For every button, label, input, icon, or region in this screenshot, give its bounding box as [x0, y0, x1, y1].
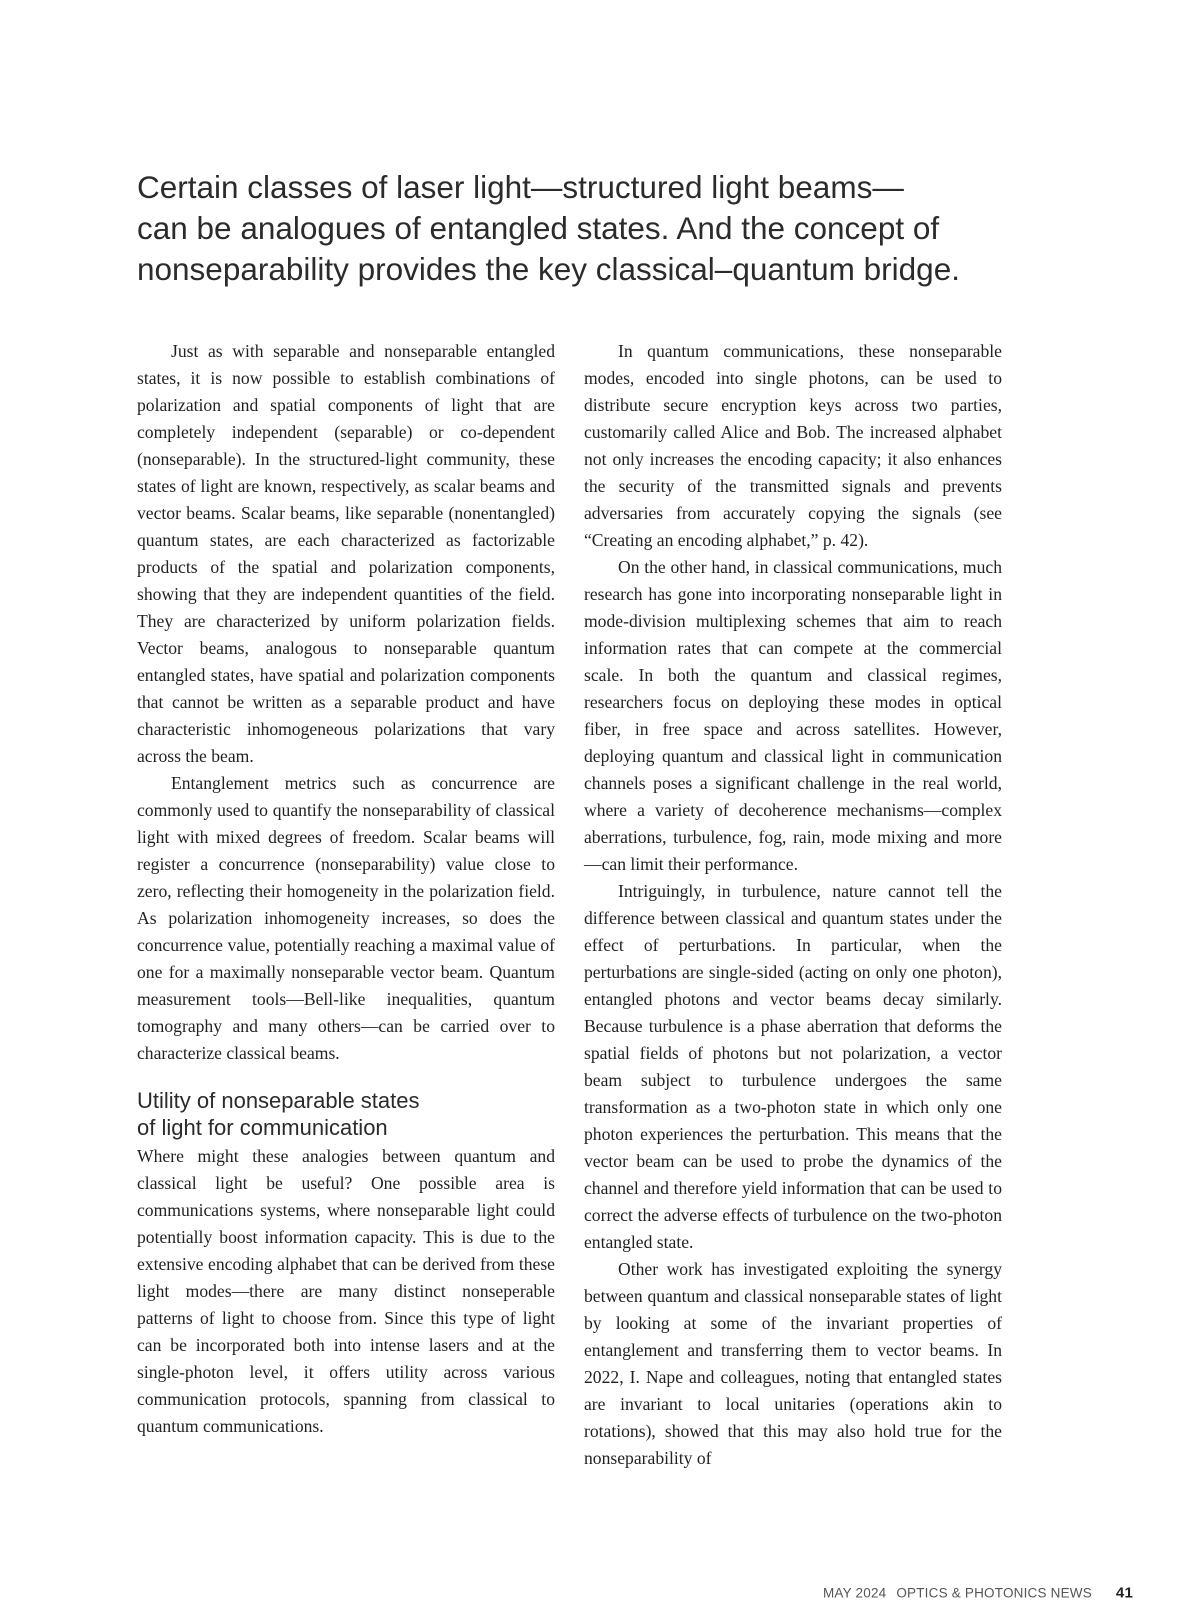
pull-quote — [137, 167, 1037, 290]
body-paragraph: Where might these analogies between quantum and classical light be useful? One possible area is communications systems, where nonseparable light could potentially boost information capacity. This is due to the extensive encoding alphabet that can be derived from these light modes—there are many distinct nonseperable patterns of light to choose from. Since this type of light can be incorporated both into intense lasers and at the single-photon level, it offers utility across various communication protocols, spanning from classical to quantum communications. — [137, 1146, 555, 1436]
left-column — [137, 338, 555, 1440]
section-heading — [137, 1087, 555, 1141]
pull-quote-line: Certain classes of laser light—structured light beams— — [137, 169, 904, 205]
body-paragraph: Other work has investigated exploiting the synergy between quantum and classical nonseparable states of light by looking at some of the invariant properties of entanglement and transferring them to vector beams. In 2022, I. Nape and colleagues, noting that entangled states are invariant to local unitaries (operations akin to rotations), showed that this may also hold true for the nonseparability of — [584, 1259, 1002, 1468]
pull-quote-line: nonseparability provides the key classical–quantum bridge. — [137, 251, 960, 287]
footer-publication-name: OPTICS & PHOTONICS NEWS — [896, 1585, 1092, 1601]
right-column — [584, 338, 1002, 1472]
pull-quote-line: can be analogues of entangled states. And the concept of — [137, 210, 940, 246]
section-heading-line: of light for communication — [137, 1115, 388, 1140]
body-paragraph: On the other hand, in classical communications, much research has gone into incorporating nonseparable light in mode-division multiplexing schemes that aim to reach information rates that can compete at the commercial scale. In both the quantum and classical regimes, researchers focus on deploying these modes in optical fiber, in free space and across satellites. However, deploying quantum and classical light in communication channels poses a significant challenge in the real world, where a variety of decoherence mechanisms—complex aberrations, turbulence, fog, rain, mode mixing and more—can limit their performance. — [584, 557, 1002, 874]
page-footer — [823, 1585, 1133, 1602]
body-paragraph: Intriguingly, in turbulence, nature cannot tell the difference between classical and quantum states under the effect of perturbations. In particular, when the perturbations are single-sided (acting on only one photon), entangled photons and vector beams decay similarly. Because turbulence is a phase aberration that deforms the spatial fields of photons but not polarization, a vector beam subject to turbulence undergoes the same transformation as a two-photon state in which only one photon experiences the perturbation. This means that the vector beam can be used to probe the dynamics of the channel and therefore yield information that can be used to correct the adverse effects of turbulence on the two-photon entangled state. — [584, 881, 1002, 1252]
body-paragraph: Just as with separable and nonseparable entangled states, it is now possible to establish combinations of polarization and spatial components of light that are completely independent (separable) or co-dependent (nonseparable). In the structured-light community, these states of light are known, respectively, as scalar beams and vector beams. Scalar beams, like separable (nonentangled) quantum states, are each characterized as factorizable products of the spatial and polarization components, showing that they are independent quantities of the field. They are characterized by uniform polarization fields. Vector beams, analogous to nonseparable quantum entangled states, have spatial and polarization components that cannot be written as a separable product and have characteristic inhomogeneous polarizations that vary across the beam. — [137, 341, 555, 766]
section-heading-line: Utility of nonseparable states — [137, 1088, 420, 1113]
body-paragraph: In quantum communications, these nonseparable modes, encoded into single photons, can be used to distribute secure encryption keys across two parties, customarily called Alice and Bob. The increased alphabet not only increases the encoding capacity; it also enhances the security of the transmitted signals and prevents adversaries from accurately copying the signals (see “Creating an encoding alphabet,” p. 42). — [584, 341, 1002, 550]
page-number: 41 — [1115, 1584, 1133, 1602]
footer-issue-date: MAY 2024 — [822, 1585, 887, 1601]
body-paragraph: Entanglement metrics such as concurrence are commonly used to quantify the nonseparability of classical light with mixed degrees of freedom. Scalar beams will register a concurrence (nonseparability) value close to zero, reflecting their homogeneity in the polarization field. As polarization inhomogeneity increases, so does the concurrence value, potentially reaching a maximal value of one for a maximally nonseparable vector beam. Quantum measurement tools—Bell-like inequalities, quantum tomography and many others—can be carried over to characterize classical beams. — [137, 773, 555, 1063]
